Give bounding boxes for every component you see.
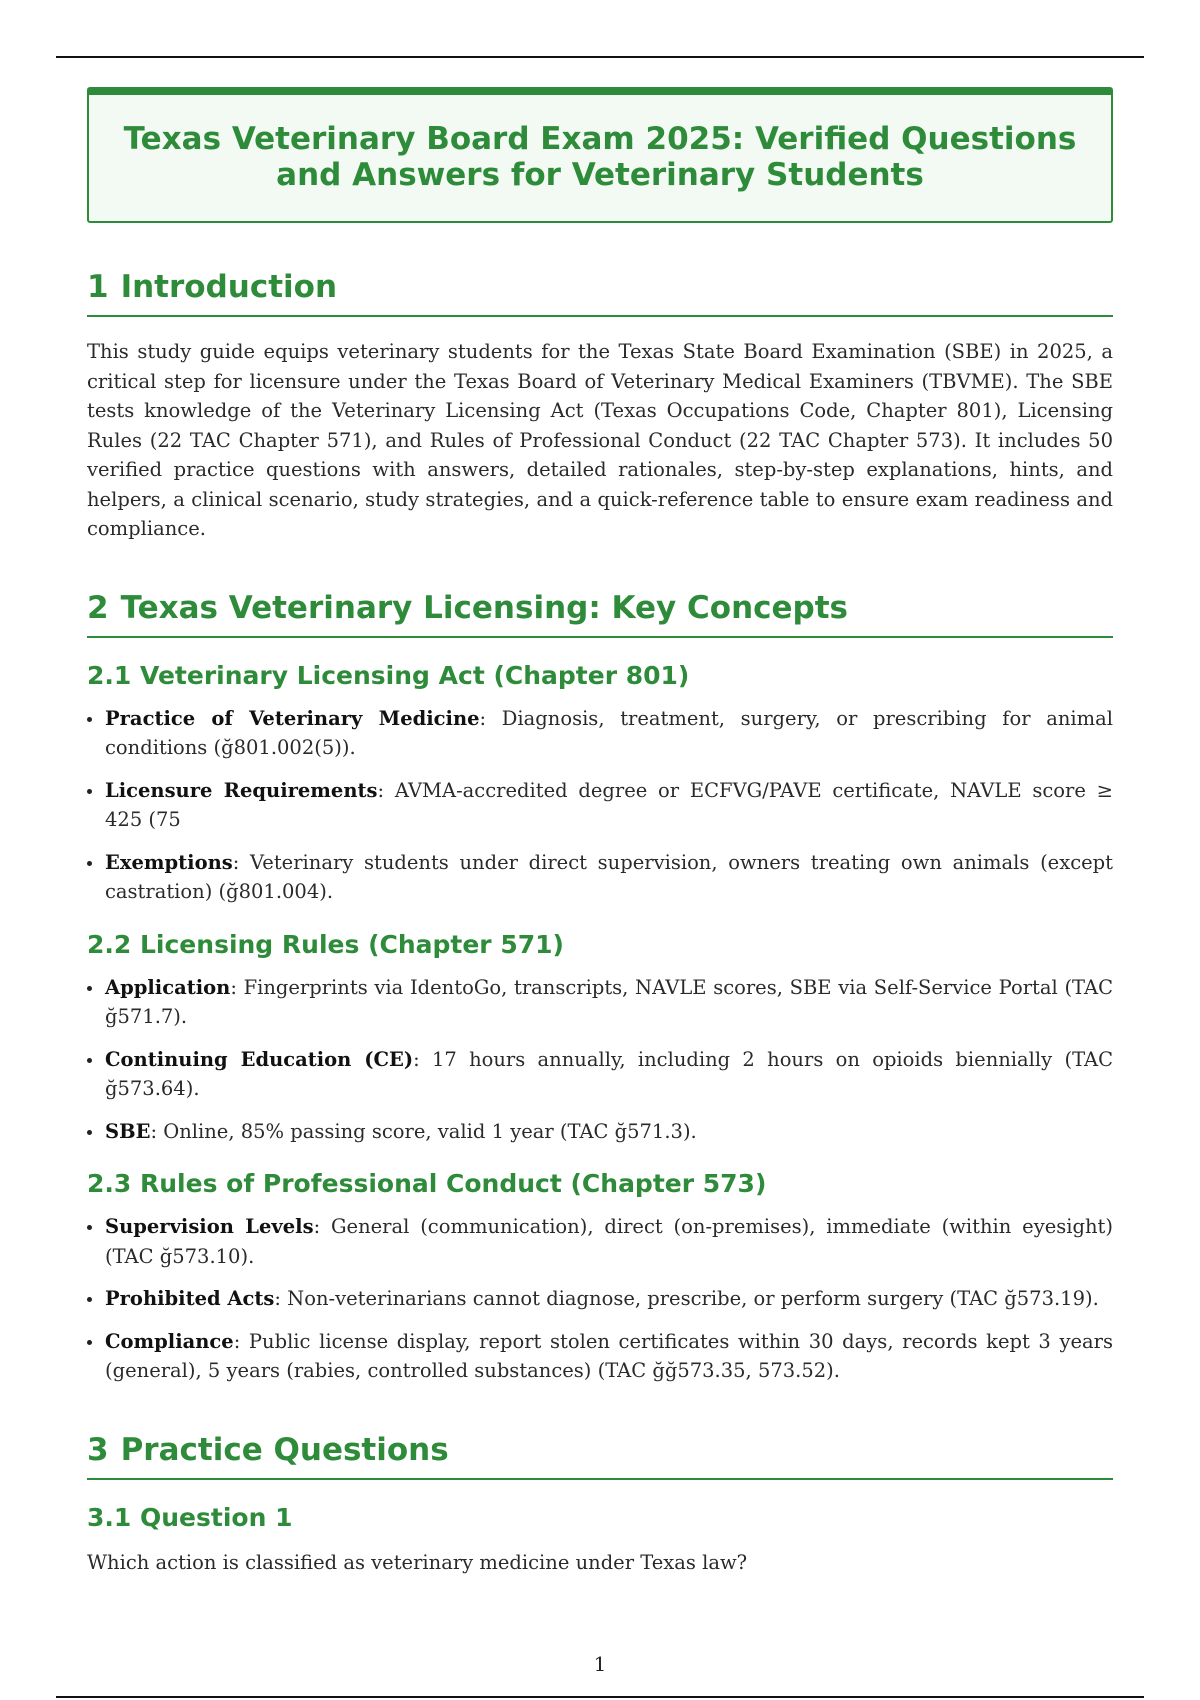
subsection-heading-2-2: 2.2 Licensing Rules (Chapter 571): [87, 929, 564, 959]
header-rule: [56, 56, 1144, 58]
item-text: : AVMA-accredited degree or ECFVG/PAVE certificate, NAVLE score ≥ 425 (75: [105, 778, 1113, 831]
list-item: [87, 1327, 1113, 1386]
introduction-paragraph: This study guide equips veterinary students for the Texas State Board Examination (SBE) in 2025, a critical step for licensure under the Texas Board of Veterinary Medical Examiners (TBVME). The SBE tests knowledge of the Veterinary Licensing Act (Texas Occupations Code, Chapter 801), Licensing Rules (22 TAC Chapter 571), and Rules of Professional Conduct (22 TAC Chapter 573). It includes 50 verified practice questions with answers, detailed rationales, step-by-step explanations, hints, and helpers, a clinical scenario, study strategies, and a quick-reference table to ensure exam readiness and compliance.: [87, 340, 1113, 540]
page-number: 1: [593, 1652, 607, 1676]
list-item: [87, 848, 1113, 907]
item-text: : Public license display, report stolen certificates within 30 days, records kept 3 years (general), 5 years (rabies, controlled substances) (TAC ğğ573.35, 573.52).: [105, 1329, 1113, 1382]
section-introduction-heading: [87, 269, 1113, 317]
section-practice-questions-heading: [87, 1432, 1113, 1480]
title-box: [87, 87, 1113, 223]
section-number: 2: [87, 589, 109, 626]
question-text: Which action is classified as veterinary medicine under Texas law?: [87, 1550, 748, 1574]
item-text: : Veterinary students under direct supervision, owners treating own animals (except castration) (ğ801.004).: [105, 850, 1113, 903]
list-item: [87, 776, 1113, 835]
item-term: Exemptions: [105, 850, 233, 874]
footer-rule: [56, 1696, 1144, 1698]
bullet-list-2-3: [87, 1212, 1113, 1386]
item-text: : 17 hours annually, including 2 hours on opioids biennially (TAC ğ573.64).: [105, 1047, 1114, 1100]
item-term: Compliance: [105, 1329, 234, 1353]
item-text: : General (communication), direct (on-premises), immediate (within eyesight) (TAC ğ573.10).: [105, 1215, 1114, 1268]
subsection-heading-2-3: 2.3 Rules of Professional Conduct (Chapter 573): [87, 1169, 767, 1198]
item-term: Continuing Education (CE): [105, 1047, 414, 1071]
item-text: : Fingerprints via IdentoGo, transcripts, NAVLE scores, SBE via Self-Service Portal (TAC ğ571.7).: [105, 975, 1113, 1028]
item-text: : Non-veterinarians cannot diagnose, prescribe, or perform surgery (TAC ğ573.19).: [274, 1287, 1099, 1310]
list-item: [87, 973, 1113, 1032]
item-term: Practice of Veterinary Medicine: [105, 706, 480, 730]
item-term: Prohibited Acts: [105, 1287, 275, 1310]
document-title: Texas Veterinary Board Exam 2025: Verified Questions and Answers for Veterinary Students: [123, 121, 1077, 193]
section-number: 3: [87, 1431, 109, 1468]
bullet-list-2-2: [87, 973, 1113, 1147]
list-item: [87, 704, 1113, 763]
item-term: SBE: [105, 1119, 151, 1143]
item-text: : Online, 85% passing score, valid 1 year (TAC ğ571.3).: [150, 1119, 697, 1143]
section-number: 1: [87, 269, 109, 305]
item-text: : Diagnosis, treatment, surgery, or prescribing for animal conditions (ğ801.002(5)).: [105, 706, 1113, 759]
section-title: Introduction: [120, 269, 338, 305]
section-key-concepts-heading: [87, 590, 1113, 638]
subsection-heading-3-1: 3.1 Question 1: [87, 1502, 293, 1532]
item-term: Application: [105, 975, 231, 999]
item-term: Licensure Requirements: [105, 778, 378, 802]
page-content: [87, 87, 1113, 1577]
section-title: Practice Questions: [120, 1431, 449, 1468]
list-item: [87, 1117, 1113, 1147]
subsection-heading-2-1: 2.1 Veterinary Licensing Act (Chapter 801): [87, 660, 690, 690]
bullet-list-2-1: [87, 704, 1113, 907]
list-item: [87, 1045, 1113, 1104]
section-title: Texas Veterinary Licensing: Key Concepts: [120, 589, 849, 626]
item-term: Supervision Levels: [105, 1215, 314, 1238]
list-item: [87, 1212, 1113, 1271]
list-item: [87, 1284, 1113, 1314]
